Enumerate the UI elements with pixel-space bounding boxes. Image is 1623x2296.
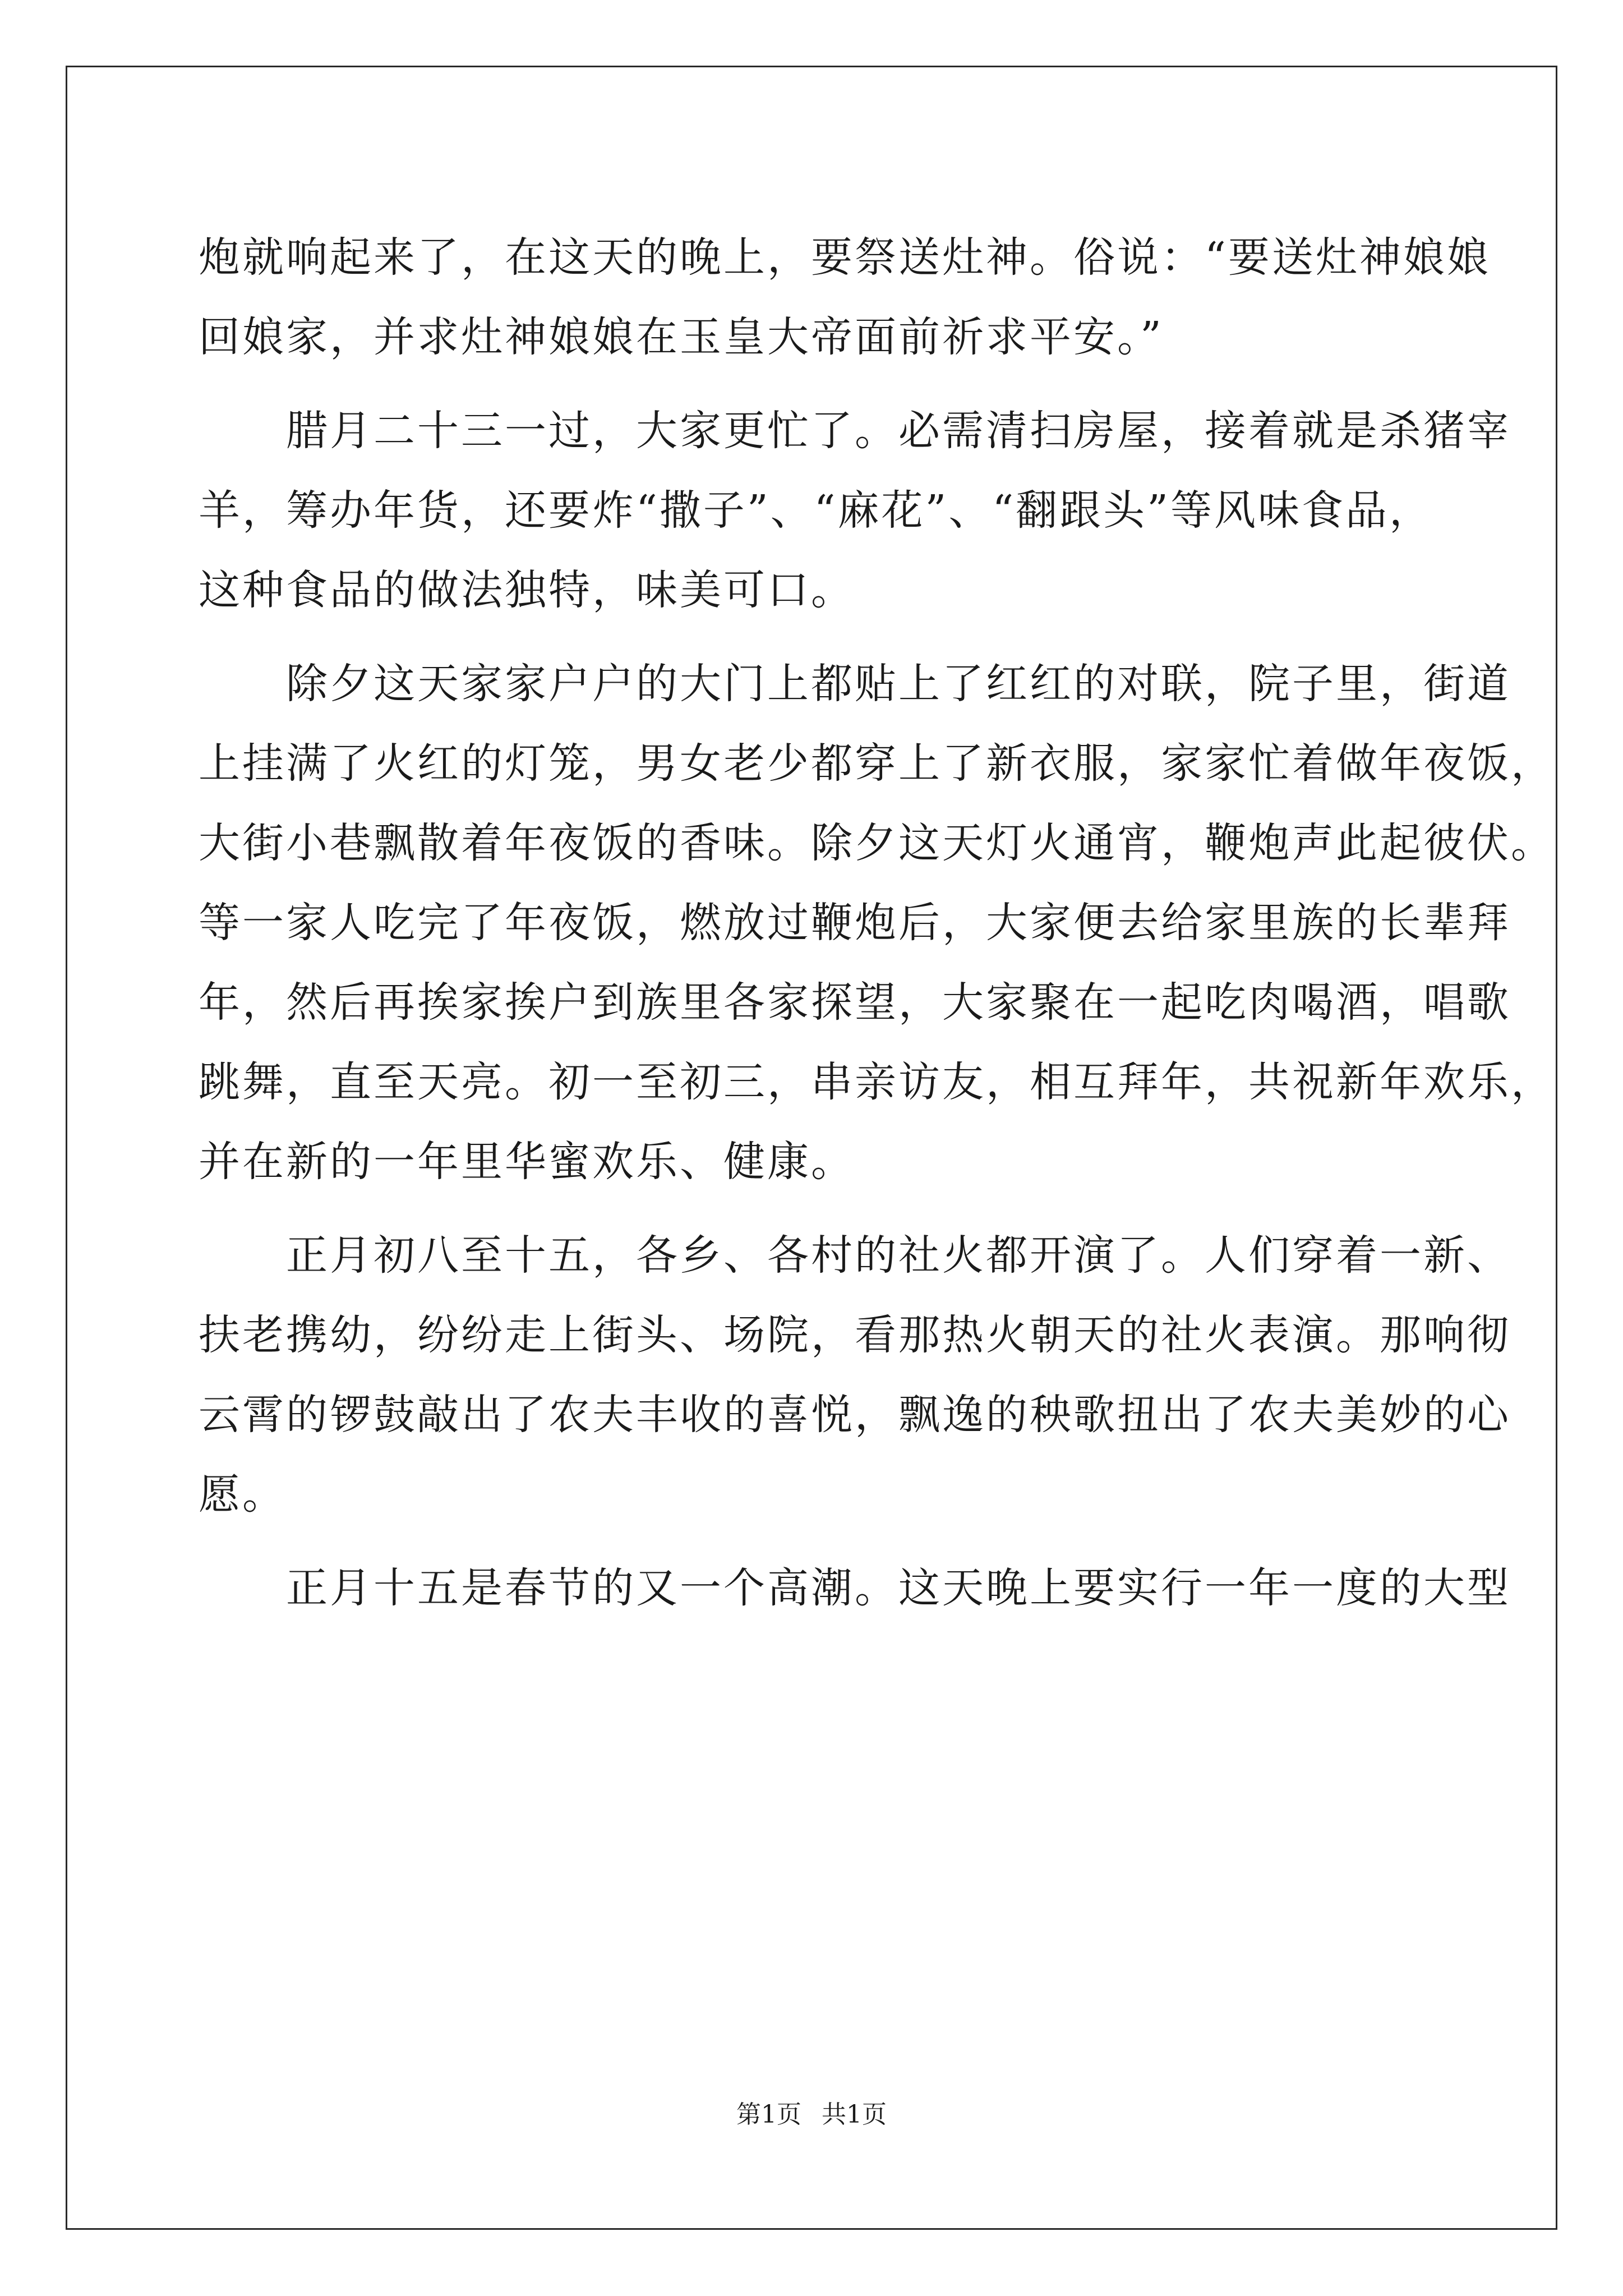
text-line: 炮就响起来了，在这天的晚上，要祭送灶神。俗说：“要送灶神娘娘 (199, 233, 1491, 282)
text-line: 羊，筹办年货，还要炸“撒子”、“麻花”、“翻跟头”等风味食品， (199, 486, 1433, 535)
text-line: 腊月二十三一过，大家更忙了。必需清扫房屋，接着就是杀猪宰 (199, 407, 1511, 455)
text-line: 正月初八至十五，各乡、各村的社火都开演了。人们穿着一新、 (199, 1231, 1511, 1280)
page-number: 第1页 (736, 2100, 801, 2129)
text-line: 正月十五是春节的又一个高潮。这天晚上要实行一年一度的大型 (199, 1564, 1511, 1612)
page-footer (0, 2099, 1623, 2131)
text-line: 扶老携幼，纷纷走上街头、场院，看那热火朝天的社火表演。那响彻 (199, 1311, 1511, 1359)
document-body (199, 218, 1555, 1628)
text-line: 除夕这天家家户户的大门上都贴上了红红的对联，院子里，街道 (199, 660, 1511, 708)
page-total: 共1页 (822, 2100, 887, 2129)
text-line: 愿。 (199, 1470, 286, 1519)
text-line: 上挂满了火红的灯笼，男女老少都穿上了新衣服，家家忙着做年夜饭， (199, 739, 1555, 788)
text-line: 跳舞，直至天亮。初一至初三，串亲访友，相互拜年，共祝新年欢乐， (199, 1058, 1555, 1106)
text-line: 大街小巷飘散着年夜饭的香味。除夕这天灯火通宵，鞭炮声此起彼伏。 (199, 819, 1555, 867)
text-line: 这种食品的做法独特，味美可口。 (199, 566, 855, 614)
text-line: 等一家人吃完了年夜饭，燃放过鞭炮后，大家便去给家里族的长辈拜 (199, 899, 1511, 947)
text-line: 云霄的锣鼓敲出了农夫丰收的喜悦，飘逸的秧歌扭出了农夫美妙的心 (199, 1391, 1511, 1439)
text-line: 年，然后再挨家挨户到族里各家探望，大家聚在一起吃肉喝酒，唱歌 (199, 978, 1511, 1027)
text-line: 并在新的一年里华蜜欢乐、健康。 (199, 1138, 855, 1186)
text-line: 回娘家，并求灶神娘娘在玉皇大帝面前祈求平安。” (199, 313, 1164, 361)
